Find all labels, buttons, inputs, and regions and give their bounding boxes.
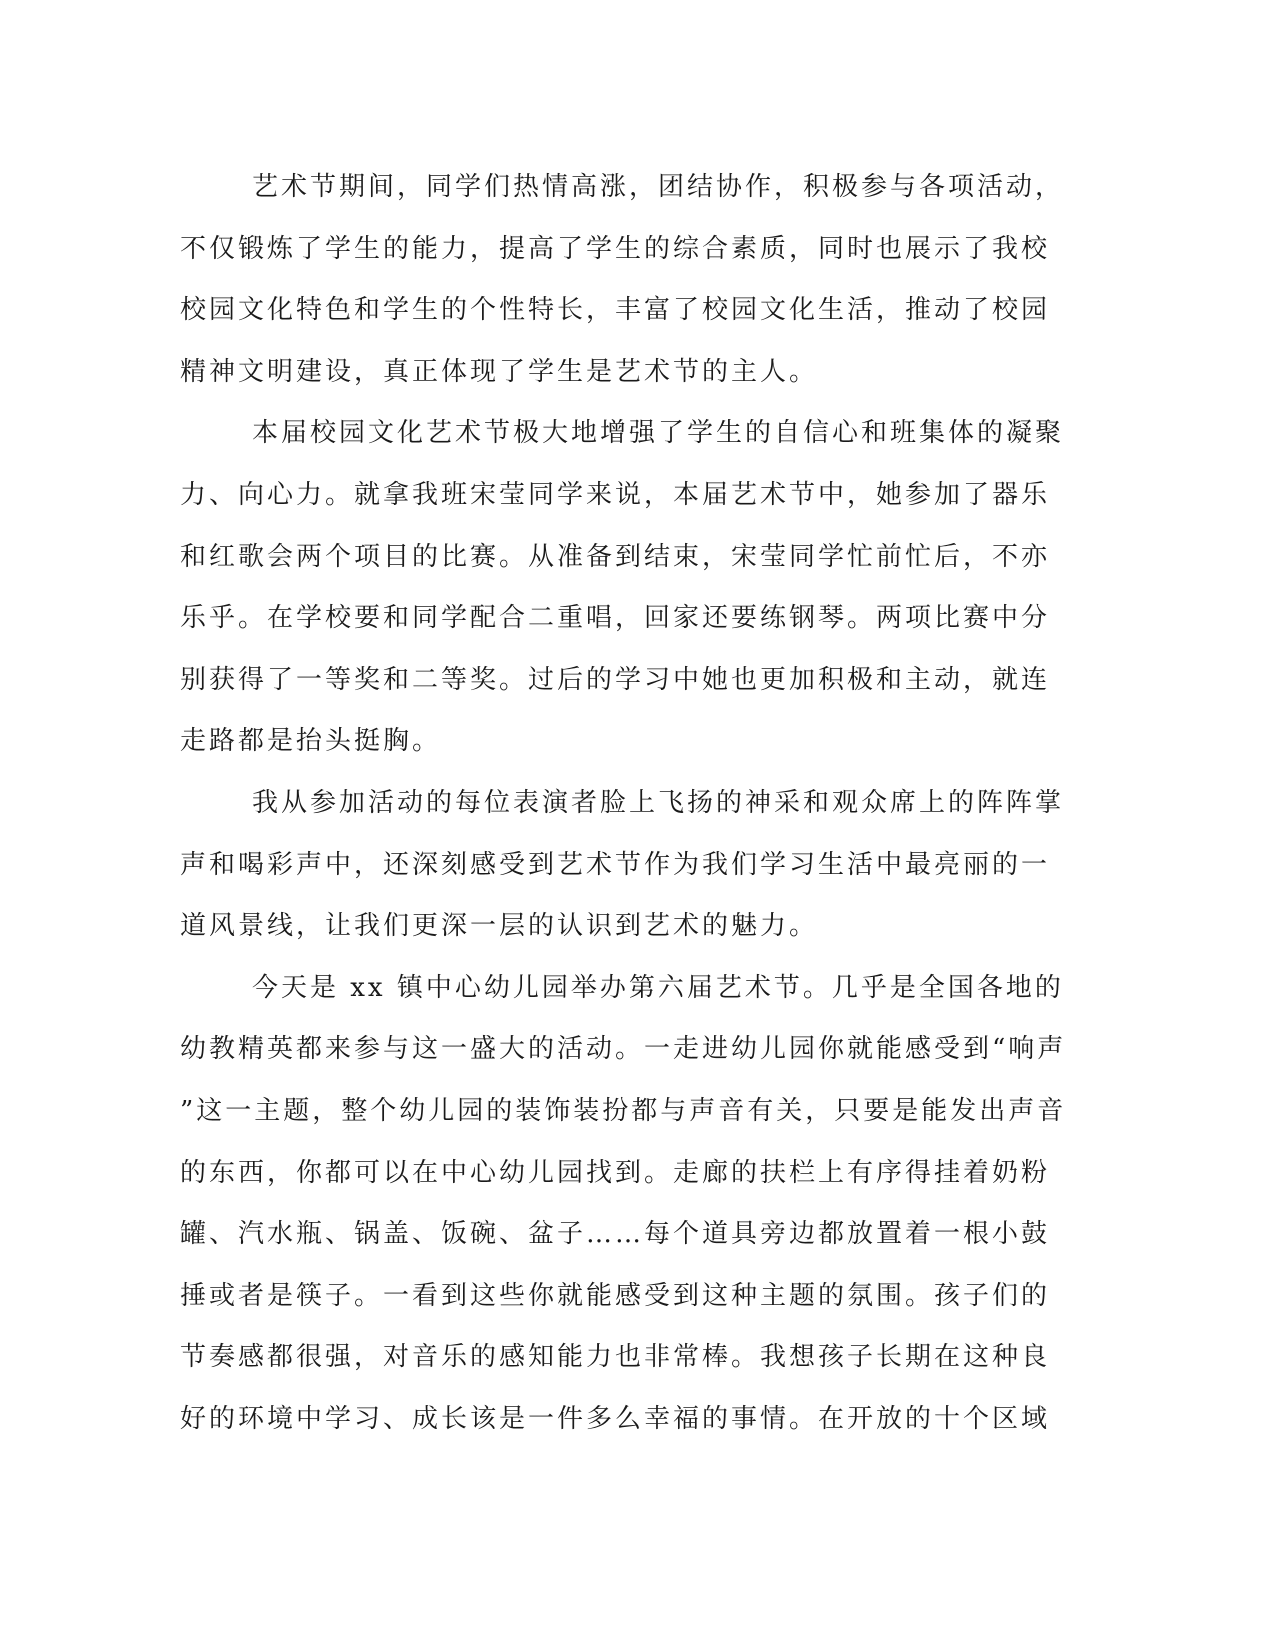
paragraph-line: 乐乎。在学校要和同学配合二重唱，回家还要练钢琴。两项比赛中分	[180, 603, 1051, 634]
paragraph-line: 节奏感都很强，对音乐的感知能力也非常棒。我想孩子长期在这种良	[180, 1342, 1051, 1373]
paragraph-line: 艺术节期间，同学们热情高涨，团结协作，积极参与各项活动，	[252, 172, 1065, 202]
paragraph-line: 好的环境中学习、成长该是一件多么幸福的事情。在开放的十个区域	[180, 1403, 1051, 1434]
paragraph-line: 的东西，你都可以在中心幼儿园找到。走廊的扶栏上有序得挂着奶粉	[180, 1157, 1051, 1188]
paragraph-line: 走路都是抬头挺胸。	[180, 726, 442, 757]
paragraph-line: 道风景线，让我们更深一层的认识到艺术的魅力。	[180, 911, 819, 942]
paragraph-3	[180, 773, 1065, 958]
paragraph-line: 不仅锻炼了学生的能力，提高了学生的综合素质，同时也展示了我校	[180, 233, 1051, 264]
paragraph-1	[180, 157, 1065, 403]
paragraph-4	[180, 958, 1067, 1451]
paragraph-line: ”这一主题，整个幼儿园的装饰装扮都与声音有关，只要是能发出声音	[180, 1095, 1067, 1126]
paragraph-line: 声和喝彩声中，还深刻感受到艺术节作为我们学习生活中最亮丽的一	[180, 849, 1051, 880]
document-body	[180, 157, 1067, 1450]
paragraph-line: 我从参加活动的每位表演者脸上飞扬的神采和观众席上的阵阵掌	[252, 787, 1065, 818]
paragraph-line: 捶或者是筷子。一看到这些你就能感受到这种主题的氛围。孩子们的	[180, 1280, 1051, 1311]
paragraph-line: 今天是 xx 镇中心幼儿园举办第六届艺术节。几乎是全国各地的	[252, 972, 1064, 1003]
paragraph-line: 本届校园文化艺术节极大地增强了学生的自信心和班集体的凝聚	[252, 418, 1065, 449]
paragraph-2	[180, 403, 1065, 773]
paragraph-line: 别获得了一等奖和二等奖。过后的学习中她也更加积极和主动，就连	[180, 664, 1051, 695]
paragraph-line: 和红歌会两个项目的比赛。从准备到结束，宋莹同学忙前忙后，不亦	[180, 541, 1051, 572]
paragraph-line: 幼教精英都来参与这一盛大的活动。一走进幼儿园你就能感受到“响声	[180, 1034, 1067, 1065]
paragraph-line: 力、向心力。就拿我班宋莹同学来说，本届艺术节中，她参加了器乐	[180, 479, 1051, 510]
paragraph-line: 罐、汽水瓶、锅盖、饭碗、盆子……每个道具旁边都放置着一根小鼓	[180, 1219, 1051, 1250]
paragraph-line: 精神文明建设，真正体现了学生是艺术节的主人。	[180, 356, 819, 387]
paragraph-line: 校园文化特色和学生的个性特长，丰富了校园文化生活，推动了校园	[180, 295, 1051, 326]
